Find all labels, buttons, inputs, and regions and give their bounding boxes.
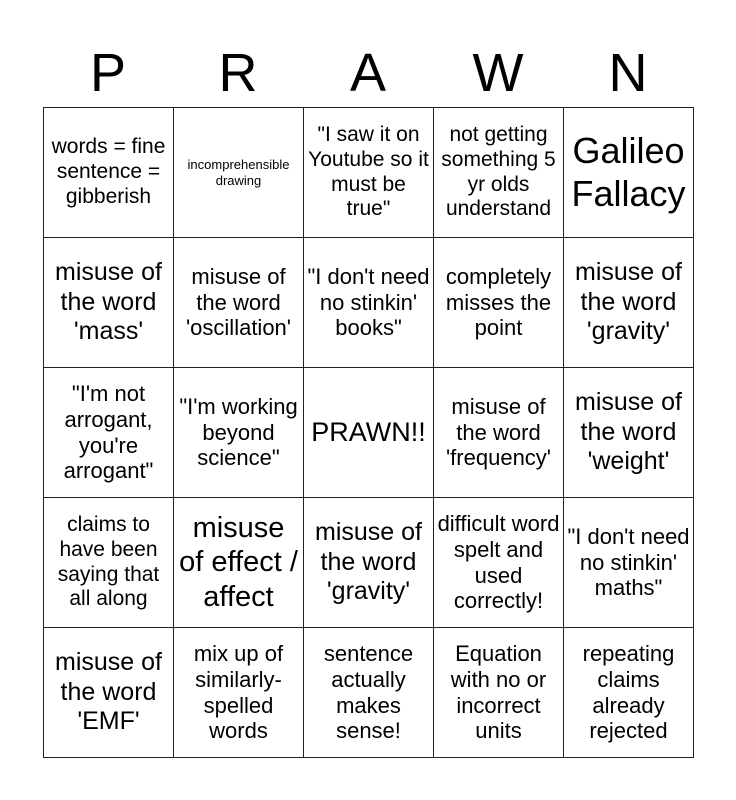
- bingo-cell[interactable]: misuse of the word 'mass': [44, 238, 174, 368]
- bingo-cell[interactable]: "I don't need no stinkin' books": [304, 238, 434, 368]
- bingo-cell[interactable]: words = fine sentence = gibberish: [44, 108, 174, 238]
- bingo-cell[interactable]: repeating claims already rejected: [564, 628, 694, 758]
- bingo-cell[interactable]: Equation with no or incorrect units: [434, 628, 564, 758]
- header-letter-a: A: [349, 43, 387, 103]
- bingo-cell[interactable]: misuse of the word 'frequency': [434, 368, 564, 498]
- bingo-cell[interactable]: "I saw it on Youtube so it must be true": [304, 108, 434, 238]
- bingo-cell[interactable]: misuse of the word 'EMF': [44, 628, 174, 758]
- bingo-cell[interactable]: sentence actually makes sense!: [304, 628, 434, 758]
- bingo-cell[interactable]: difficult word spelt and used correctly!: [434, 498, 564, 628]
- board-row: [44, 108, 694, 238]
- bingo-cell[interactable]: "I don't need no stinkin' maths": [564, 498, 694, 628]
- header-letter-w: W: [472, 43, 524, 103]
- bingo-cell[interactable]: "I'm not arrogant, you're arrogant": [44, 368, 174, 498]
- bingo-cell[interactable]: claims to have been saying that all along: [44, 498, 174, 628]
- bingo-cell[interactable]: not getting something 5 yr olds understand: [434, 108, 564, 238]
- board-row: [44, 498, 694, 628]
- bingo-cell[interactable]: incomprehensible drawing: [174, 108, 304, 238]
- bingo-cell[interactable]: misuse of the word 'oscillation': [174, 238, 304, 368]
- bingo-cell-free[interactable]: PRAWN!!: [304, 368, 434, 498]
- header-letter-n: N: [608, 43, 648, 103]
- bingo-cell[interactable]: mix up of similarly-spelled words: [174, 628, 304, 758]
- bingo-cell[interactable]: misuse of the word 'gravity': [564, 238, 694, 368]
- bingo-cell[interactable]: Galileo Fallacy: [564, 108, 694, 238]
- bingo-cell[interactable]: misuse of effect / affect: [174, 498, 304, 628]
- bingo-cell[interactable]: misuse of the word 'weight': [564, 368, 694, 498]
- bingo-header: [43, 42, 693, 104]
- board-row: [44, 628, 694, 758]
- bingo-cell[interactable]: completely misses the point: [434, 238, 564, 368]
- board-row: [44, 368, 694, 498]
- bingo-cell[interactable]: misuse of the word 'gravity': [304, 498, 434, 628]
- board-row: [44, 238, 694, 368]
- bingo-cell[interactable]: "I'm working beyond science": [174, 368, 304, 498]
- header-letter-p: P: [89, 43, 127, 103]
- header-letter-r: R: [218, 43, 258, 103]
- bingo-board: [43, 107, 694, 758]
